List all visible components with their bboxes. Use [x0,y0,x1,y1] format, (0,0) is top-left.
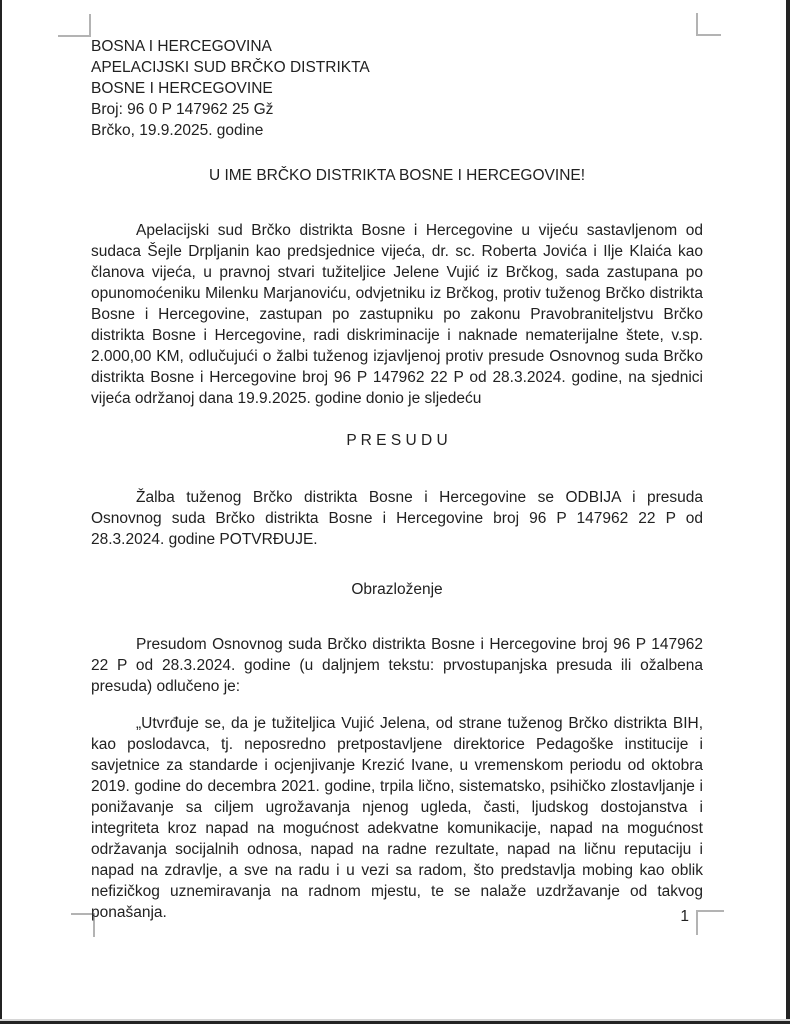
verdict-paragraph: Žalba tuženog Brčko distrikta Bosne i Hercegovine se ODBIJA i presuda Osnovnog suda Brčko distrikta Bosne i Hercegovine broj 96 P 147962 22 P od 28.3.2024. godine POTVRĐUJE. [91,489,703,548]
proclamation-title: U IME BRČKO DISTRIKTA BOSNE I HERCEGOVINE! [208,167,586,184]
scan-edge-left [0,0,2,1024]
header-case-number: Broj: 96 0 P 147962 25 Gž [91,101,274,118]
quoted-ruling-paragraph: „Utvrđuje se, da je tužiteljica Vujić Jelena, od strane tuženog Brčko distrikta BIH, kao poslodavca, tj. neposredno pretpostavljene direktorice Pedagoške institucije i savjetnice za standarde i ocjenjivanje Krezić Ivane, u vremenskom periodu od oktobra 2019. godine do decembra 2021. godine, trpila lično, sistematsko, psihičko zlostavljanje i ponižavanje sa ciljem ugrožavanja njenog ugleda, časti, ljudskog dostojanstva i integriteta kroz napad na mogućnost adekvatne komunikacije, napad na mogućnost održavanja socijalnih odnosa, napad na radne rezultate, napad na ličnu reputaciju i napad na zdravlje, a sve na radu i u vezi sa radom, što predstavlja mobing kao oblik nefizičkog uznemiravanja na radnom mjestu, te se nalaže uzdržavanje od takvog ponašanja. [91,714,703,921]
header-country: BOSNA I HERCEGOVINA [91,38,272,55]
crop-mark-top-right [696,13,721,36]
header-place-date: Brčko, 19.9.2025. godine [91,122,264,139]
court-header [91,36,703,141]
verdict-heading: P R E S U D U [346,432,448,449]
header-court-name-2: BOSNE I HERCEGOVINE [91,80,273,97]
intro-paragraph: Apelacijski sud Brčko distrikta Bosne i Hercegovine u vijeću sastavljenom od sudaca Šejle Drpljanin kao predsjednice vijeća, dr. sc. Roberta Jovića i Ilje Klaića kao članova vijeća, u pravnoj stvari tužiteljice Jelene Vujić iz Brčkog, sada zastupana po opunomoćeniku Milenku Marjanoviću, odvjetniku iz Brčkog, protiv tuženog Brčko distrikta Bosne i Hercegovine, zastupan po zastupniku po zakonu Pravobraniteljstvu Brčko distrikta Bosne i Hercegovine, radi diskriminacije i naknade nematerijalne štete, v.sp. 2.000,00 KM, odlučujući o žalbi tuženog izjavljenoj protiv presude Osnovnog suda Brčko distrikta Bosne i Hercegovine broj 96 P 147962 22 P od 28.3.2024. godine, na sjednici vijeća održanoj dana 19.9.2025. godine donio je sljedeću [91,222,703,407]
reasoning-heading: Obrazloženje [351,581,443,598]
scan-edge-right [786,0,790,1024]
page-number: 1 [680,908,689,925]
crop-mark-top-left [58,14,91,37]
reasoning-intro-paragraph: Presudom Osnovnog suda Brčko distrikta Bosne i Hercegovine broj 96 P 147962 22 P od 28.3.2024. godine (u daljnjem tekstu: prvostupanjska presuda ili ožalbena presuda) odlučeno je: [91,636,703,695]
document-body [91,36,703,938]
header-court-name: APELACIJSKI SUD BRČKO DISTRIKTA [91,59,370,76]
